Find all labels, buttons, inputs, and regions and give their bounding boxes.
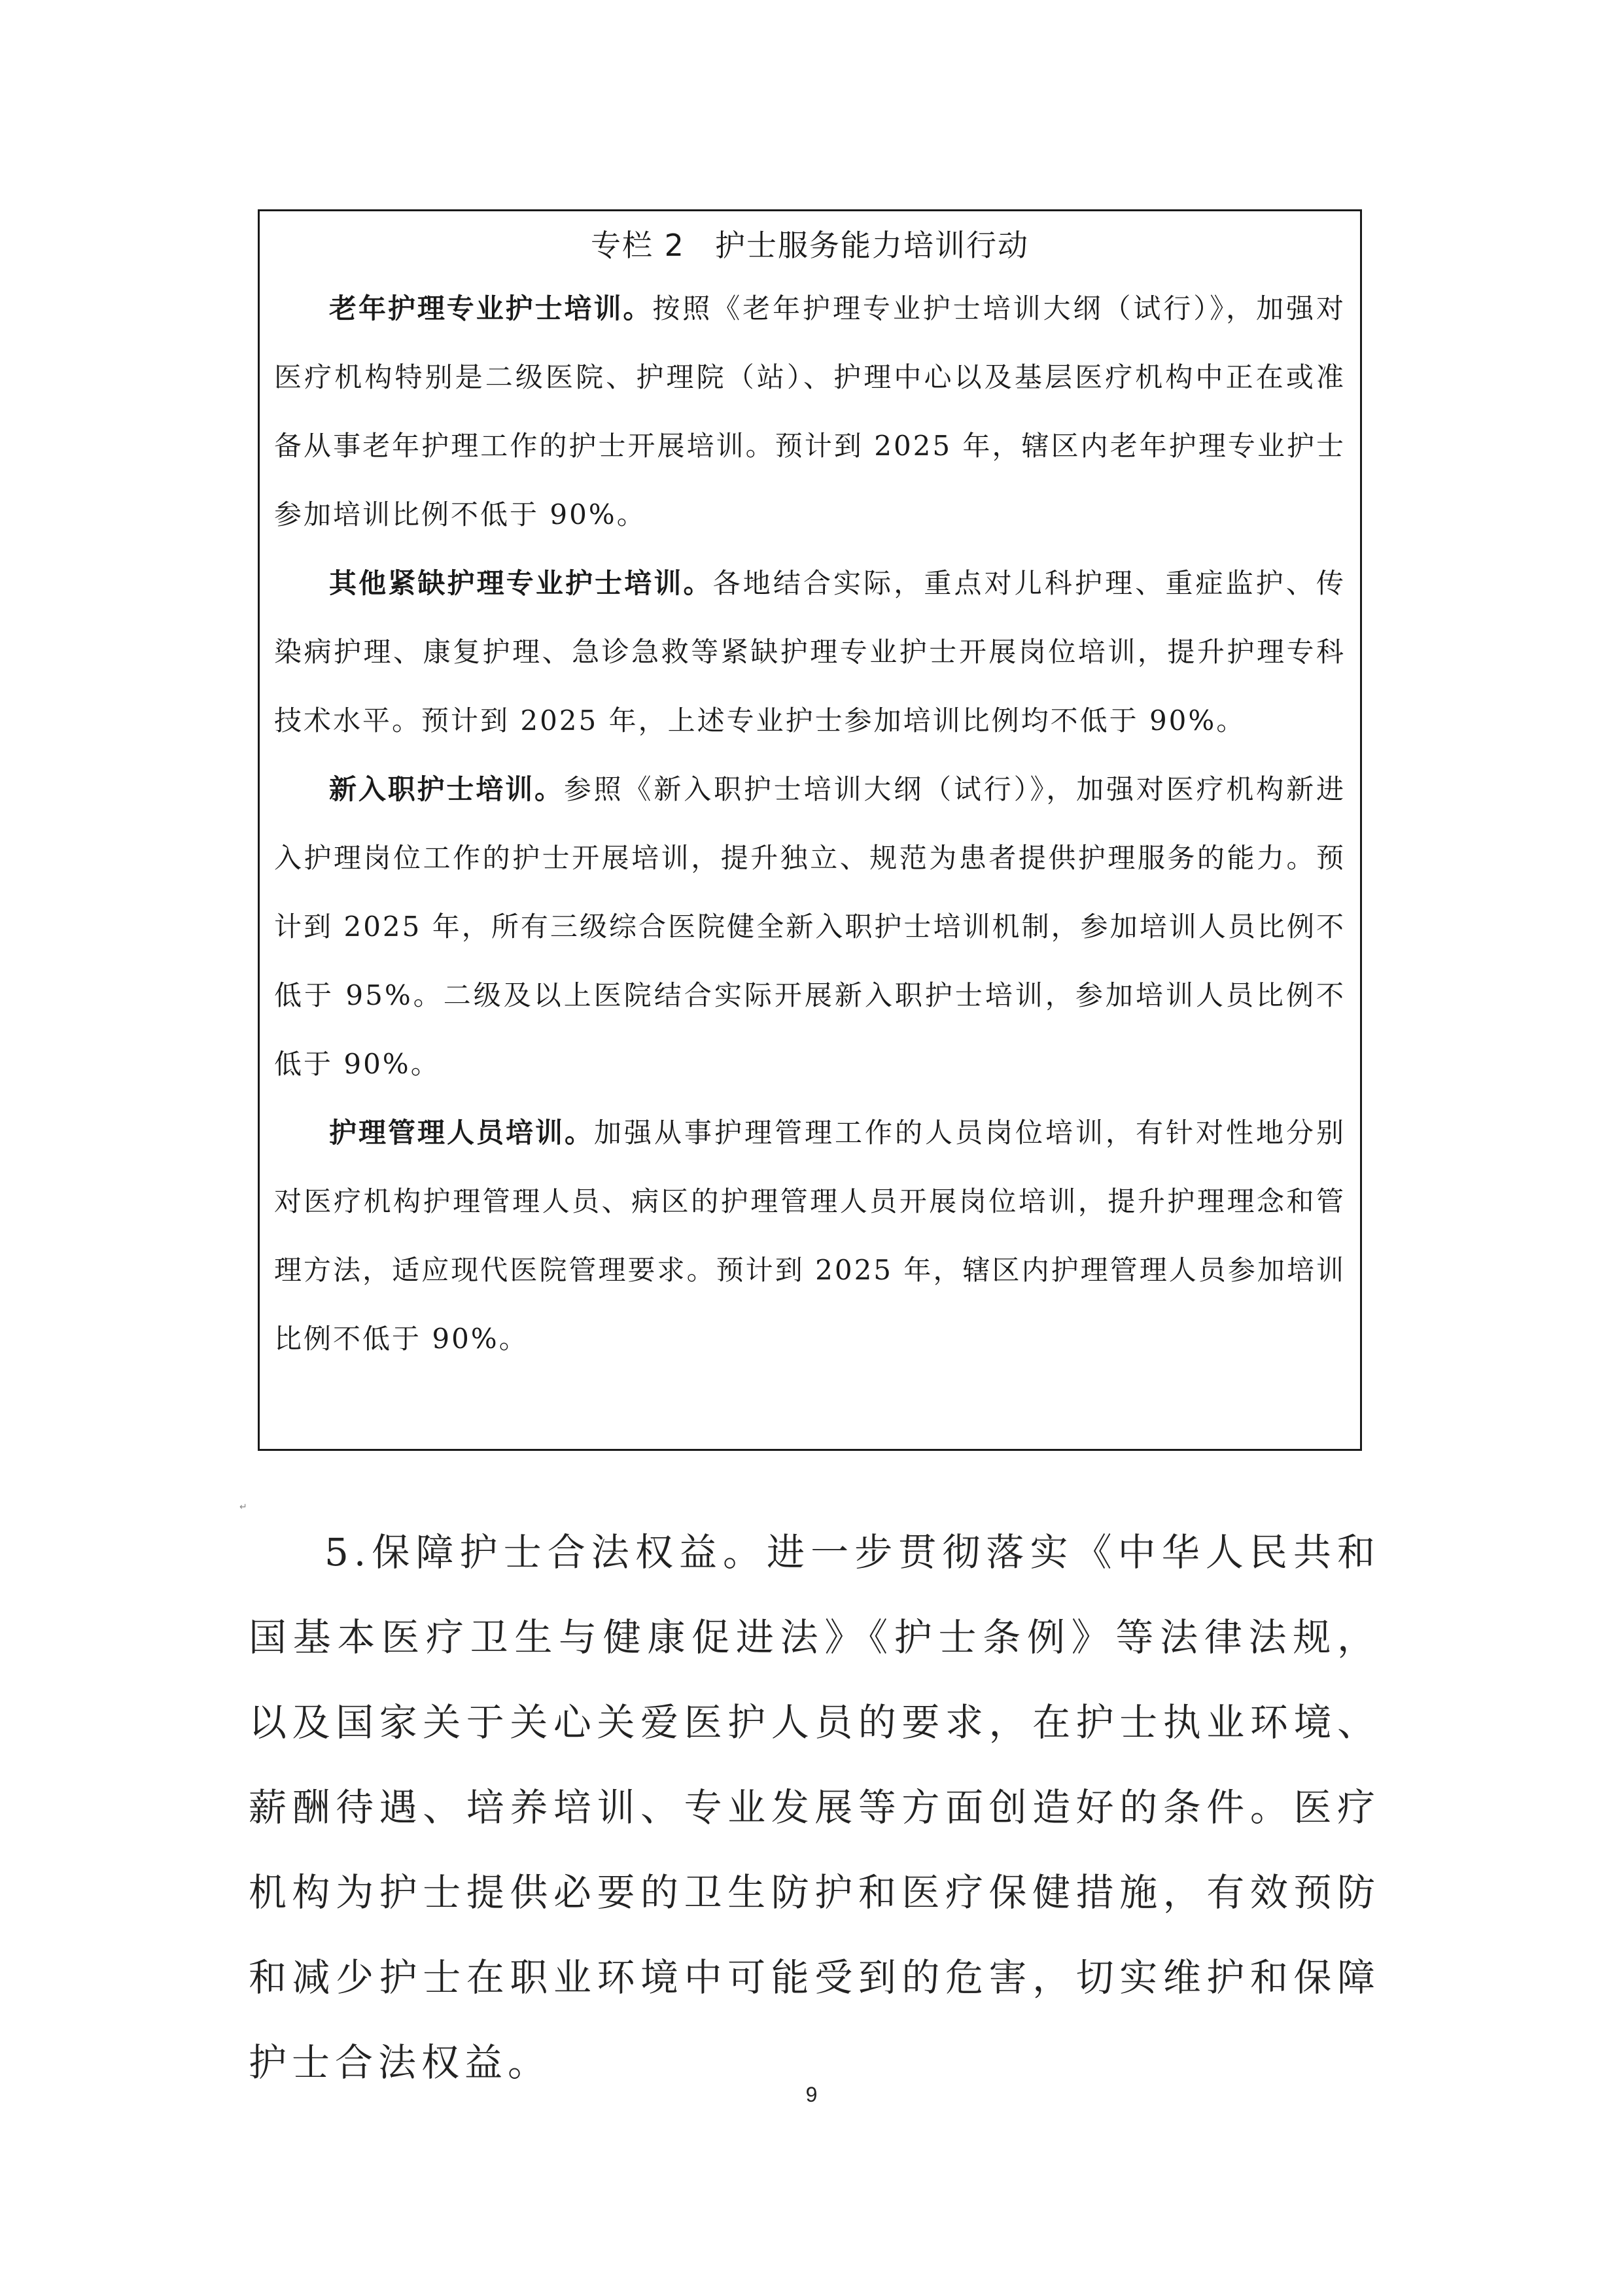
paragraph-lead: 老年护理专业护士培训。 [329, 292, 653, 324]
column-paragraph-new-nurses [274, 755, 1346, 1098]
column-box-title-text: 护士服务能力培训行动 [714, 228, 1029, 263]
column-box [258, 209, 1362, 1451]
column-paragraph-management [274, 1098, 1346, 1373]
paragraph-text: 参照《新入职护士培训大纲（试行）》，加强对医疗机构新进入护理岗位工作的护士开展培训，提升独立、规范为患者提供护理服务的能力。预计到 2025 年，所有三级综合医院健全新入职护士培训机制，参加培训人员比例不低于 95%。二级及以上医院结合实际开展新入职护士培训，参加培训人员比例不低于 90%。 [274, 773, 1346, 1080]
paragraph-mark-icon: ↵ [239, 1502, 247, 1512]
page-number: 9 [805, 2083, 818, 2106]
paragraph-text: 按照《老年护理专业护士培训大纲（试行）》，加强对医疗机构特别是二级医院、护理院（站）、护理中心以及基层医疗机构中正在或准备从事老年护理工作的护士开展培训。预计到 2025 年，辖区内老年护理专业护士参加培训比例不低于 90%。 [274, 292, 1346, 531]
paragraph-lead: 新入职护士培训。 [329, 773, 564, 805]
paragraph-lead: 护理管理人员培训。 [329, 1117, 594, 1149]
body-paragraph: 5.保障护士合法权益。进一步贯彻落实《中华人民共和国基本医疗卫生与健康促进法》《护士条例》等法律法规，以及国家关于关心关爱医护人员的要求，在护士执业环境、薪酬待遇、培养培训、专业发展等方面创造好的条件。医疗机构为护士提供必要的卫生防护和医疗保健措施，有效预防和减少护士在职业环境中可能受到的危害，切实维护和保障护士合法权益。 [249, 1530, 1380, 2085]
column-box-title-prefix: 专栏 2 [591, 228, 685, 263]
column-paragraph-shortage-specialties [274, 549, 1346, 755]
column-paragraph-elderly-care [274, 274, 1346, 549]
paragraph-lead: 其他紧缺护理专业护士培训。 [329, 567, 713, 599]
paragraph-text: 加强从事护理管理工作的人员岗位培训，有针对性地分别对医疗机构护理管理人员、病区的护理管理人员开展岗位培训，提升护理理念和管理方法，适应现代医院管理要求。预计到 2025 年，辖区内护理管理人员参加培训比例不低于 90%。 [274, 1117, 1346, 1355]
paragraph-text: 各地结合实际，重点对儿科护理、重症监护、传染病护理、康复护理、急诊急救等紧缺护理专业护士开展岗位培训，提升护理专科技术水平。预计到 2025 年，上述专业护士参加培训比例均不低于 90%。 [274, 567, 1346, 737]
column-box-title [274, 226, 1346, 265]
